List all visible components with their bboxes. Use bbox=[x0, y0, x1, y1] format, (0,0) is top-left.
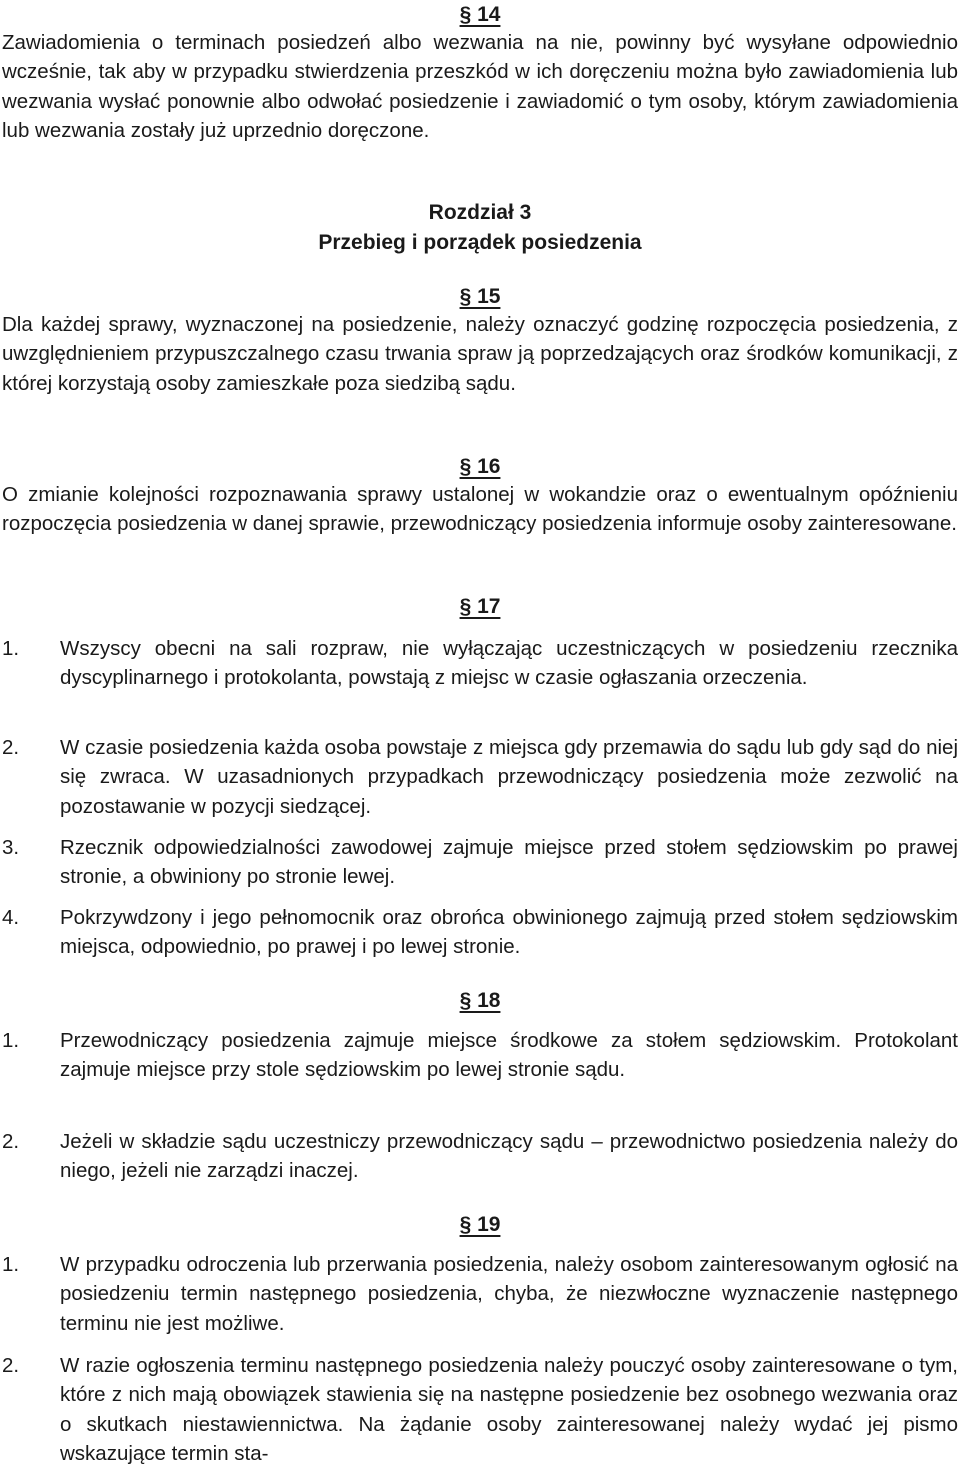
section-19-item bbox=[2, 1351, 958, 1469]
item-text: Rzecznik odpowiedzialności zawodowej zajmuje miejsce przed stołem sędziowskim po prawej stronie, a obwiniony po stronie lewej. bbox=[60, 836, 958, 889]
item-number: 2. bbox=[2, 1130, 20, 1153]
section-19-item bbox=[2, 1250, 958, 1338]
section-15-text: Dla każdej sprawy, wyznaczonej na posiedzenie, należy oznaczyć godzinę rozpoczęcia posiedzenia, z uwzględnieniem przypuszczalnego czasu trwania spraw ją poprzedzających oraz środków komunikacji, z której korzystają osoby zamieszkałe poza siedzibą sądu. bbox=[2, 313, 958, 395]
item-text: Jeżeli w składzie sądu uczestniczy przewodniczący sądu – przewodnictwo posiedzenia należy do niego, jeżeli nie zarządzi inaczej. bbox=[60, 1130, 958, 1183]
section-17-item bbox=[2, 733, 958, 821]
section-17-item bbox=[2, 903, 958, 962]
item-text: Wszyscy obecni na sali rozpraw, nie wyłączając uczestniczących w posiedzeniu rzecznika dyscyplinarnego i protokolanta, powstają z miejsc w czasie ogłaszania orzeczenia. bbox=[60, 637, 958, 690]
section-16-heading: § 16 bbox=[459, 455, 501, 478]
item-number: 1. bbox=[2, 1253, 20, 1276]
section-17-item bbox=[2, 833, 958, 892]
section-14-heading: § 14 bbox=[459, 3, 501, 26]
section-18-heading: § 18 bbox=[459, 989, 501, 1012]
section-18-item bbox=[2, 1127, 958, 1186]
item-text: W czasie posiedzenia każda osoba powstaje z miejsca gdy przemawia do sądu lub gdy sąd do niej się zwraca. W uzasadnionych przypadkach przewodniczący posiedzenia może zezwolić na pozostawanie w pozycji siedzącej. bbox=[60, 736, 958, 818]
section-16-text: O zmianie kolejności rozpoznawania sprawy ustalonej w wokandzie oraz o ewentualnym opóźnieniu rozpoczęcia posiedzenia w danej sprawie, przewodniczący posiedzenia informuje osoby zainteresowane. bbox=[2, 483, 958, 536]
chapter-label: Rozdział 3 bbox=[428, 201, 532, 224]
item-number: 4. bbox=[2, 906, 20, 929]
item-number: 3. bbox=[2, 836, 20, 859]
item-text: Przewodniczący posiedzenia zajmuje miejsce środkowe za stołem sędziowskim. Protokolant zajmuje miejsce przy stole sędziowskim po lewej stronie sądu. bbox=[60, 1029, 958, 1082]
section-14-text: Zawiadomienia o terminach posiedzeń albo wezwania na nie, powinny być wysyłane odpowiednio wcześnie, tak aby w przypadku stwierdzenia przeszkód w ich doręczeniu można było zawiadomienia lub wezwania wysłać ponownie albo odwołać posiedzenie i zawiadomić o tym osoby, którym zawiadomienia lub wezwania zostały już uprzednio doręczone. bbox=[2, 31, 958, 143]
chapter-title: Przebieg i porządek posiedzenia bbox=[318, 231, 642, 254]
section-15-heading: § 15 bbox=[459, 285, 501, 308]
section-17-heading: § 17 bbox=[459, 595, 501, 618]
item-number: 2. bbox=[2, 736, 20, 759]
item-text: Pokrzywdzony i jego pełnomocnik oraz obrońca obwinionego zajmują przed stołem sędziowskim miejsca, odpowiednio, po prawej i po lewej stronie. bbox=[60, 906, 958, 959]
section-18-item bbox=[2, 1026, 958, 1085]
section-17-item bbox=[2, 634, 958, 693]
item-text: W razie ogłoszenia terminu następnego posiedzenia należy pouczyć osoby zainteresowane o tym, które z nich mają obowiązek stawienia się na następne posiedzenie bez osobnego wezwania oraz o skutkach niestawiennictwa. Na żądanie osoby zainteresowanej należy wydać jej pismo wskazujące termin sta- bbox=[60, 1354, 958, 1466]
item-number: 2. bbox=[2, 1354, 20, 1377]
item-number: 1. bbox=[2, 1029, 20, 1052]
item-number: 1. bbox=[2, 637, 20, 660]
item-text: W przypadku odroczenia lub przerwania posiedzenia, należy osobom zainteresowanym ogłosić na posiedzeniu termin następnego posiedzenia, chyba, że niezwłoczne wyznaczenie następnego terminu nie jest możliwe. bbox=[60, 1253, 958, 1335]
section-19-heading: § 19 bbox=[459, 1213, 501, 1236]
